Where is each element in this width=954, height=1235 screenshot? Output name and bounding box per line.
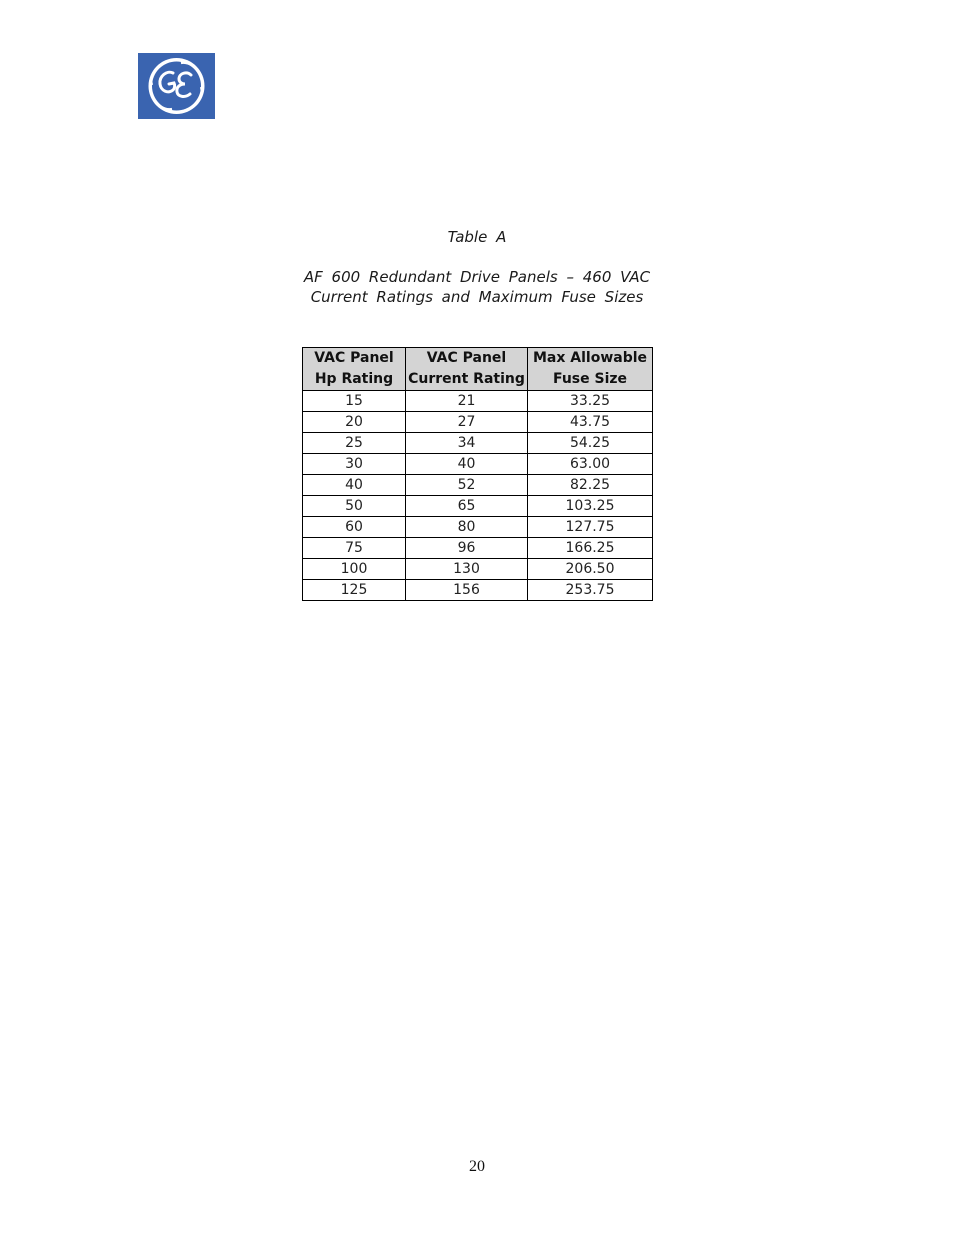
- table-row: [303, 496, 653, 517]
- cell-fuse-size: 166.25: [528, 538, 653, 559]
- page-number: 20: [469, 1158, 485, 1175]
- table-row: [303, 391, 653, 412]
- table-row: [303, 433, 653, 454]
- cell-hp-rating: 75: [303, 538, 406, 559]
- cell-hp-rating: 15: [303, 391, 406, 412]
- header-current-rating-line-1: VAC Panel: [426, 350, 507, 366]
- cell-hp-rating: 25: [303, 433, 406, 454]
- cell-current-rating: 40: [406, 454, 528, 475]
- table-title-line-2: Current Ratings and Maximum Fuse Sizes: [310, 288, 644, 306]
- cell-hp-rating: 125: [303, 580, 406, 601]
- ge-logo: [138, 53, 215, 119]
- cell-current-rating: 156: [406, 580, 528, 601]
- header-fuse-size-line-1: Max Allowable: [532, 350, 648, 366]
- cell-fuse-size: 43.75: [528, 412, 653, 433]
- table-row: [303, 517, 653, 538]
- table-row: [303, 454, 653, 475]
- header-current-rating: [406, 348, 528, 391]
- table-row: [303, 538, 653, 559]
- cell-fuse-size: 63.00: [528, 454, 653, 475]
- cell-hp-rating: 30: [303, 454, 406, 475]
- table-label: Table A: [447, 228, 507, 246]
- cell-current-rating: 130: [406, 559, 528, 580]
- cell-fuse-size: 206.50: [528, 559, 653, 580]
- header-hp-rating-line-2: Hp Rating: [314, 371, 394, 387]
- header-fuse-size: [528, 348, 653, 391]
- cell-current-rating: 21: [406, 391, 528, 412]
- cell-fuse-size: 253.75: [528, 580, 653, 601]
- cell-fuse-size: 33.25: [528, 391, 653, 412]
- cell-hp-rating: 60: [303, 517, 406, 538]
- table-title-line-1: AF 600 Redundant Drive Panels – 460 VAC: [303, 268, 651, 286]
- cell-fuse-size: 127.75: [528, 517, 653, 538]
- cell-current-rating: 80: [406, 517, 528, 538]
- table-row: [303, 412, 653, 433]
- cell-hp-rating: 40: [303, 475, 406, 496]
- cell-current-rating: 27: [406, 412, 528, 433]
- cell-current-rating: 65: [406, 496, 528, 517]
- table-row: [303, 559, 653, 580]
- header-current-rating-line-2: Current Rating: [408, 371, 525, 387]
- cell-current-rating: 96: [406, 538, 528, 559]
- table-row: [303, 580, 653, 601]
- cell-hp-rating: 100: [303, 559, 406, 580]
- cell-hp-rating: 20: [303, 412, 406, 433]
- header-fuse-size-line-2: Fuse Size: [552, 371, 628, 387]
- table-row: [303, 475, 653, 496]
- cell-current-rating: 34: [406, 433, 528, 454]
- cell-fuse-size: 103.25: [528, 496, 653, 517]
- cell-fuse-size: 82.25: [528, 475, 653, 496]
- header-hp-rating: [303, 348, 406, 391]
- table-header-row: [303, 348, 653, 391]
- header-hp-rating-line-1: VAC Panel: [314, 350, 394, 366]
- cell-hp-rating: 50: [303, 496, 406, 517]
- cell-current-rating: 52: [406, 475, 528, 496]
- cell-fuse-size: 54.25: [528, 433, 653, 454]
- ge-monogram-icon: [138, 53, 215, 119]
- ratings-table: [302, 347, 653, 601]
